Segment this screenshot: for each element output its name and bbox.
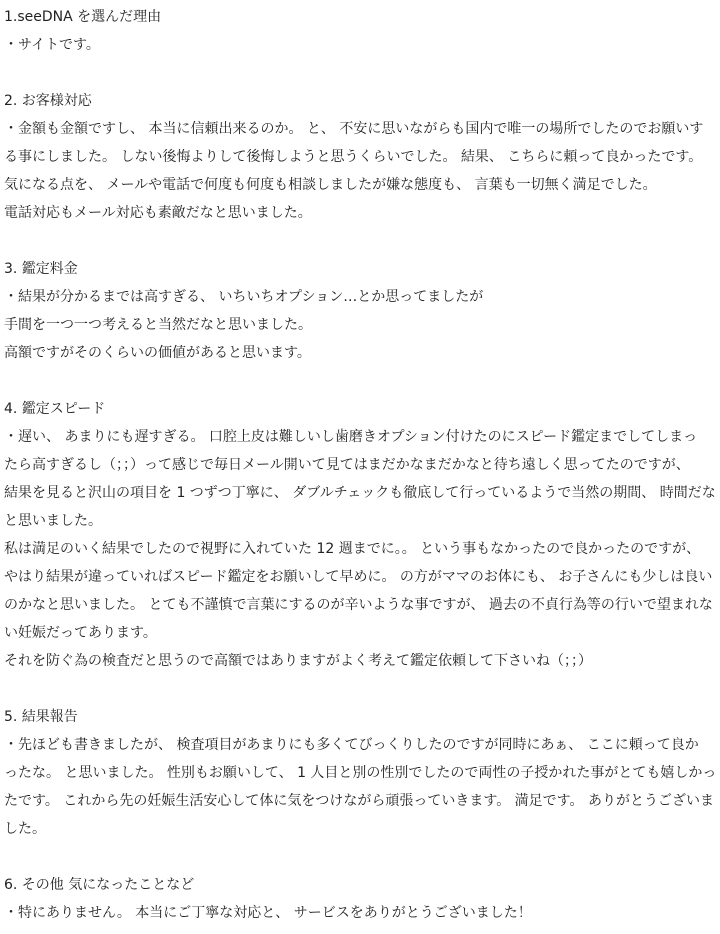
section-text-line: ・サイトです。 xyxy=(4,37,100,53)
spacer xyxy=(4,367,720,395)
section-heading: 5. 結果報告 xyxy=(4,709,78,725)
section-heading: 2. お客様対応 xyxy=(4,93,92,109)
spacer xyxy=(4,59,720,87)
section-text-line: 電話対応もメール対応も素敵だなと思いました。 xyxy=(4,205,312,221)
section-text-line: 私は満足のいく結果でしたので視野に入れていた 12 週までに。。 という事もなかったので良かったのですが、 xyxy=(4,541,701,557)
section-text-line: る事にしました。 しない後悔よりして後悔しようと思うくらいでした。 結果、 こちらに頼って良かったです。 xyxy=(4,149,703,165)
section-text-line: ・先ほども書きましたが、 検査項目があまりにも多くてびっくりしたのですが同時にあぁ、 ここに頼って良か xyxy=(4,737,699,753)
section-text-line: たら高すぎるし（；；）って感じで毎日メール開いて見てはまだかなまだかなと待ち遠しく思ってたのですが、 xyxy=(4,457,690,473)
section-text-line: それを防ぐ為の検査だと思うので高額ではありますがよく考えて鑑定依頼して下さいね（；；） xyxy=(4,653,592,669)
section-text-line: 気になる点を、 メールや電話で何度も何度も相談しましたが嫌な態度も、 言葉も一切無く満足でした。 xyxy=(4,177,657,193)
section-text-line: ったな。 と思いました。 性別もお願いして、 1 人目と別の性別でしたので両性の子授かれた事がとても嬉しかっ xyxy=(4,765,717,781)
section-result-report xyxy=(4,703,720,843)
section-heading: 1.seeDNA を選んだ理由 xyxy=(4,9,162,25)
section-text-line: やはり結果が違っていればスピード鑑定をお願いして早めに。 の方がママのお体にも、 お子さんにも少しは良い xyxy=(4,569,713,585)
section-text-line: のかなと思いました。 とても不謹慎で言葉にするのが辛いような事ですが、 過去の不貞行為等の行いで望まれな xyxy=(4,597,713,613)
spacer xyxy=(4,227,720,255)
section-fee xyxy=(4,255,720,367)
section-text-line: ・金額も金額ですし、 本当に信頼出来るのか。 と、 不安に思いながらも国内で唯一の場所でしたのでお願いす xyxy=(4,121,704,137)
section-text-line: たです。 これから先の妊娠生活安心して体に気をつけながら頑張っていきます。 満足です。 ありがとうございま xyxy=(4,793,714,809)
section-heading: 4. 鑑定スピード xyxy=(4,401,106,417)
section-text-line: 高額ですがそのくらいの価値があると思います。 xyxy=(4,345,311,361)
section-text-line: い妊娠だってあります。 xyxy=(4,625,157,641)
section-customer-service xyxy=(4,87,720,227)
section-text-line: 手間を一つ一つ考えると当然だなと思いました。 xyxy=(4,317,312,333)
section-text-line: ・結果が分かるまでは高すぎる、 いちいちオプション…とか思ってましたが xyxy=(4,289,484,305)
spacer xyxy=(4,843,720,871)
spacer xyxy=(4,675,720,703)
section-reason xyxy=(4,3,720,59)
section-text-line: した。 xyxy=(4,821,46,837)
section-other xyxy=(4,871,720,927)
section-text-line: ・遅い、 あまりにも遅すぎる。 口腔上皮は難しいし歯磨きオプション付けたのにスピード鑑定までしてしまっ xyxy=(4,429,698,445)
section-speed xyxy=(4,395,720,675)
section-text-line: と思いました。 xyxy=(4,513,102,529)
section-heading: 3. 鑑定料金 xyxy=(4,261,78,277)
section-text-line: 結果を見ると沢山の項目を 1 つずつ丁寧に、 ダブルチェックも徹底して行っているようで当然の期間、 時間だな xyxy=(4,485,716,501)
section-text-line: ・特にありません。 本当にご丁寧な対応と、 サービスをありがとうございました！ xyxy=(4,905,532,921)
section-heading: 6. その他 気になったことなど xyxy=(4,877,195,893)
